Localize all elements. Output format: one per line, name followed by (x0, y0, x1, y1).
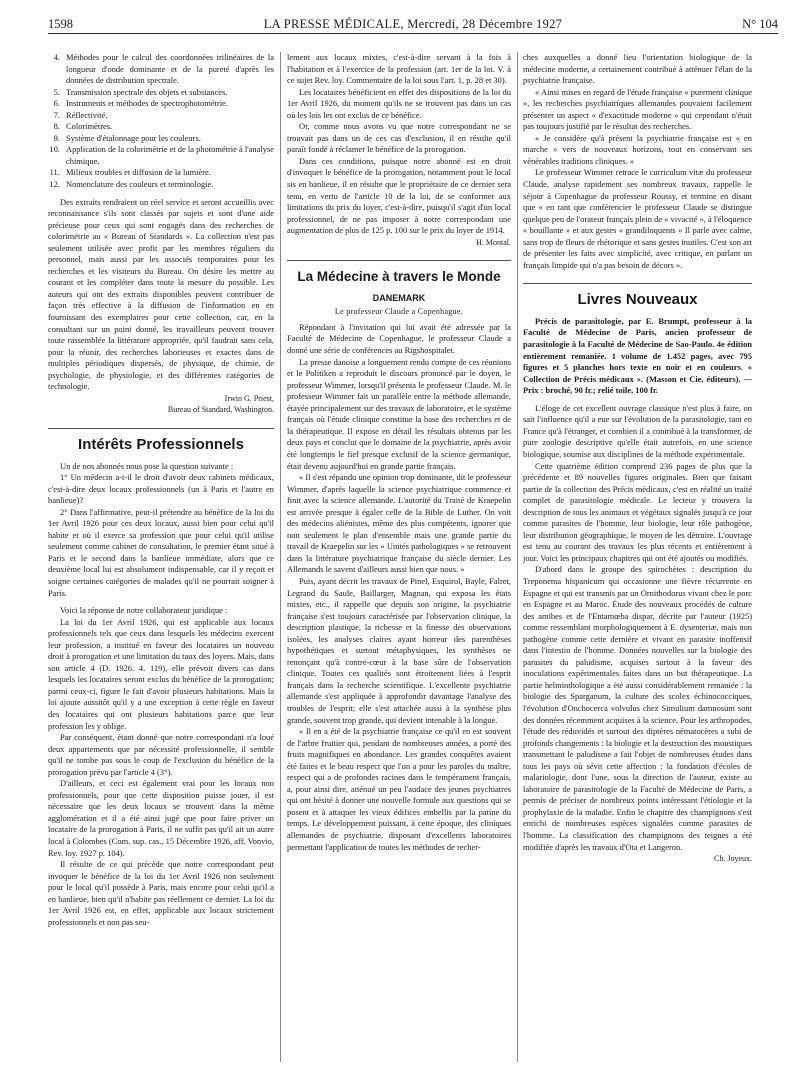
column-divider (280, 52, 281, 1062)
question: 1° Un médecin a-t-il le droit d'avoir deux cabinets médicaux, c'est-à-dire deux locaux professionnels (un à Paris et l'autre en banlieue)? (48, 472, 274, 506)
list-item: 5. Transmission spectrale des objets et substances. (62, 87, 274, 99)
paragraph: Voici la réponse de notre collaborateur juridique : (60, 605, 228, 616)
column-right (523, 52, 752, 1074)
list-item: 11. Milieux troubles et diffusion de la lumière. (62, 167, 274, 179)
signature-name: Irwin G. Priest, (224, 393, 274, 403)
paragraph: Cette quatrième édition comprend 236 pages de plus que la précédente et 89 nouvelles figures originales. Bien que faisant partie de la collection des Précis médicaux, c'est en réalité un traité complet de parasitologie médicale. Le lecteur y trouvera la description de tous les animaux et végétaux signalés jusqu'à ce jour comme parasites de l'homme, leur biologie, leur rôle pathogène, leur distribution géographique, le moyen de les détruire. L'ouvrage est tenu au courant des travaux les plus récents et entièrement à jour. Voici les principaux chapitres qui ont été ajoutés ou modifiés. (523, 460, 752, 563)
list-item: 8. Colorimètres. (62, 121, 274, 133)
paragraph: « Ainsi mises en regard de l'étude française « purement clinique », les recherches psychiatriques allemandes pouvaient facilement présenter un aspect « d'exactitude moderne » qui cependant n'était pas toujours justifié par le résultat des recherches. (523, 86, 752, 132)
signature: Ch. Joyeux. (714, 854, 752, 864)
running-header (48, 17, 778, 34)
list-item: 4. Méthodes pour le calcul des coordonnées trilinéaires de la longueur d'onde dominante et de la pureté d'après les données de distribution spectrale. (62, 52, 274, 87)
paragraph: Puis, ayant décrit les travaux de Pinel, Esquirol, Bayle, Falret, Legrand du Saule, Baillarger, Magnan, qui exposa les états mixtes, etc., il rappelle que depuis son origine, la psychiatrie française s'est toujours caractérisée par l'observation clinique, la description plastique, la richesse et la finesse des observations isolées, les analyses claires ayant horreur des parenthèses hypothétiques et surtout métaphysiques, les synthèses ne renonçant qu'à contre-cœur à la base sûre de l'observation clinique. Toutes ces qualités sont étroitement liées à l'esprit français dans la recherche scientifique. L'excellente psychiatrie allemande s'est appliquée à approfondir davantage l'analyse des troubles de l'esprit; elle s'est attachée aussi à la synthèse plus grande, souvent trop grande, qui devient intenable à la longue. (287, 575, 511, 725)
country-heading: DANEMARK (372, 292, 426, 303)
paragraph: lement aux locaux mixtes, c'est-à-dire servant à la fois à l'habitation et à l'exercice de la profession (art. 1er de la loi. V. à ce sujet Rev. loy. Commentaire de la loi sous l'art. 1, p. 28 et 30). (287, 52, 511, 86)
signature: H. Montal. (476, 237, 511, 247)
issue-number: N° 104 (742, 17, 778, 31)
paragraph: D'abord dans le groupe des spirochètes : description du Treponema hispanicum qui occasionne une fièvre récurrente en Espagne et qui est transmis par un Ornithodorus vivant chez le porc en Espagne et au Maroc. Étude des nouveaux procédés de culture des amibes et de l'Entamœba dispar, décrite par l'auteur (1925) comme ressemblant morphologiquement à E. dysenteriæ, mais non pathogène comme cette dernière et vivant en parasite inoffensif dans l'intestin de l'homme. Données nouvelles sur la biologie des parasites du paludisme, acquises surtout à la faveur des inoculations expérimentales faites dans un but thérapeutique. La partie helminthologique a été aussi considérablement remaniée : la biologie des Sparganum, la culture des scolex échinococciques, l'évolution d'Onchocerca volvulus chez Simulium damnosum sont des données récemment acquises à la science. Pour les arthropodes, l'étude des réduvidés et surtout des diptères nématocères a subi de profonds changements : la biologie et la destruction des moustiques transmettant le paludisme a fait l'objet de nombreuses études dans tous les pays où sévit cette affection : la fondation d'écoles de malariologie, dont l'une, sous la direction de l'auteur, existe au laboratoire de parasitologie de la Faculté de Médecine de Paris, a permis de préciser de nombreux points intéressant l'étiologie et la prophylaxie de la maladie. Enfin le chapitre des champignons s'est enrichi de nombreuses espèces signalées comme parasites de l'homme. La classification des champignons des teignes a été modifiée d'après les travaux d'Ota et Langeron. (523, 564, 752, 852)
paragraph: La loi du 1er Avril 1926, qui est applicable aux locaux professionnels tels que ceux dans lesquels les médecins exercent leur profession, a institué en faveur des locataires un nouveau droit à prorogation et une limitation du taux des loyers. Mais, dans son article 4 (D. 1926. 4. 119), elle prévoit divers cas dans lesquels les locataires seront exclus du bénéfice de la prorogation; parmi ceux-ci, figure le fait d'avoir plusieurs habitations. Mais la loi ajoute aussitôt qu'il y a une exception à cette règle en faveur des locataires qui ont plusieurs habitations parce que leur profession les y oblige. (48, 616, 274, 731)
paragraph: La presse danoise a longuement rendu compte de ces réunions et le Politiken a reproduit le discours prononcé par le doyen, le professeur Wimmer, lorsqu'il présenta le professeur Claude. M. le professeur Wimmer fait un parallèle entre la méthode allemande, étayée principalement sur des travaux de laboratoire, et le système français où l'étude clinique constitue la base des recherches et de la thérapeutique. Il expose en détail les résultats obtenus par les deux pays et conclut que le domaine de la psychiatrie, après avoir été longtemps le fief presque exclusif de la science germanique, était devenu aujourd'hui en grande partie français. (287, 356, 511, 471)
list-item: 6. Instruments et méthodes de spectrophotométrie. (62, 98, 274, 110)
book-reference: Précis de parasitologie, par E. Brumpt, professeur à la Faculté de Médecine de Paris, ancien professeur de parasitologie à la Faculté de Médecine de Sao-Paulo. 4e édition entièrement remaniée. 1 volume de 1.452 pages, avec 795 figures et 5 planches hors texte en noir et en couleurs. « Collection de Précis médicaux ». (Masson et Cie, éditeurs). — Prix : broché, 90 fr.; relié toile, 100 fr. (523, 315, 752, 396)
question: 2° Dans l'affirmative, peut-il prétendre au bénéfice de la loi du 1er Avril 1926 pour ces deux locaux, aussi bien pour celui qu'il habite et où il exerce sa profession que pour celui qu'il utilise seulement comme cabinet de consultation, le premier étant situé à Paris et le second dans la banlieue immédiate, alors que ce deuxième local lui est absolument indispensable, car il y reçoit et soigne certaines catégories de malades qu'il ne pourrait soigner à Paris. (48, 506, 274, 598)
article-subtitle: Le professeur Claude a Copenhague. (334, 307, 464, 317)
paragraph: « Il en a été de la psychiatrie française ce qu'il en est souvent de l'arbre fruitier qui, pendant de nombreuses années, a porté des fruits magnifiques en abondance. Les grandes conquêtes avaient été faites et le beau respect que l'on a pour les paroles du maître, respect qui a de profondes racines dans le tempérament français, a, pour ainsi dire, atténué un peu l'audace des jeunes psychiatres qui ont hésité à donner une nouvelle formule aux questions qui se posent et à attaquer les vieux édifices embellis par la patine du temps. Le développement puissant, à cette époque, des cliniques allemandes de psychiatrie, disposant d'excellents laboratoires permettant l'application de toutes les méthodes de recher- (287, 726, 511, 852)
list-item: 10. Application de la colorimétrie et de la photométrie à l'analyse chimique. (62, 144, 274, 167)
standards-list (48, 52, 274, 191)
paragraph: Or, comme nous avons vu que notre correspondant ne se trouvait pas dans un de ces cas d'exclusion, il en résulte qu'il paraît fondé à réclamer le bénéfice de la prorogation. (287, 121, 511, 155)
running-title: LA PRESSE MÉDICALE, Mercredi, 28 Décembre 1927 (263, 17, 563, 31)
column-left (48, 52, 274, 1074)
paragraph: « Il s'est répandu une opinion trop dominante, dit le professeur Wimmer, d'après laquelle la science psychiatrique commence et finit avec la science allemande. L'autorité du Traité de Kraepelin est arrivée presque à égaler celle de la Bible de Luther. On voit des médecins aliénistes, même des plus compétents, ignorer que non seulement le plan d'ensemble mais une grande partie du travail de Kraepelin sur les « Unités pathologiques » se retrouvent dans la littérature psychiatrique française du siècle dernier. Les Allemands le savent d'ailleurs aussi bien que nous. » (287, 472, 511, 575)
paragraph: L'éloge de cet excellent ouvrage classique n'est plus à faire, on sait l'influence qu'il a eue sur l'évolution de la parasitologie, tant en France qu'à l'étranger, et combien il a contribué à la transformer, de pure zoologie descriptive qu'elle était autrefois, en une science biologique, soumise aux disciplines de la méthode expérimentale. (523, 402, 752, 459)
paragraph: ches auxquelles a donné lieu l'orientation biologique de la médecine moderne, a certainement contribué à atténuer l'élan de la psychiatrie française. (523, 52, 752, 86)
paragraph: Les locataires bénéficient en effet des dispositions de la loi du 1er Avril 1926, du moment qu'ils ne se trouvent pas dans un cas où les lois les ont exclus de ce bénéfice. (287, 86, 511, 120)
paragraph: Dans ces conditions, puisque notre abonné est en droit d'invoquer le bénéfice de la prorogation, notamment pour le local sis en banlieue, il en résulte que le propriétaire de ce dernier sera tenu, en vertu de l'article 10 de la loi, de se conformer aux limitations du prix du loyer, c'est-à-dire, puisqu'il s'agit d'un local professionnel, de ne pas imposer à notre correspondant une augmentation de plus de 125 p. 100 sur le prix du loyer de 1914. (287, 155, 511, 236)
paragraph: « Je considère qu'à présent la psychiatrie française est « en marche » vers de nouveaux horizons, tout en conservant ses vénérables traditions cliniques. » (523, 132, 752, 166)
section-title: La Médecine à travers le Monde (287, 260, 511, 283)
column-divider (517, 52, 518, 1062)
list-item: 7. Réflectivité. (62, 110, 274, 122)
paragraph: Le professeur Wimmer retrace le curriculum vitæ du professeur Claude, analyse rapidement ses nombreux travaux, rappelle le séjour à Copenhague du professeur Roussy, et termine en disant que « en tant que conférencier le professeur Claude se distingue quelque peu de l'orateur français plein de « vivacité », à l'éloquence « bouillante » et aux gestes « grandiloquents » Il parle avec calme, sans trop de fleurs de rhétorique et sans gestes inutiles. C'est son art de présenter les faits avec simplicité, avec critique, en parlant un français limpide qui n'a pas besoin de décors ». (523, 167, 752, 270)
signature-affiliation: Bureau of Standard, Washington. (167, 405, 274, 415)
section-title: Intérêts Professionnels (48, 428, 274, 451)
paragraph: Par conséquent, étant donné que notre correspondant n'a loué deux appartements que par nécessité professionnelle, il semble qu'il ne tombe pas sous le coup de l'exclusion du bénéfice de la prorogation prévu par l'article 4 (3°). (48, 732, 274, 777)
section-title: Livres Nouveaux (523, 283, 752, 306)
page-number: 1598 (48, 17, 73, 31)
paragraph: Répondant à l'invitation qui lui avait été adressée par la Faculté de Médecine de Copenhague, le professeur Claude a donné une série de conférences au Rigshospitalet. (287, 321, 511, 356)
column-middle (287, 52, 511, 1074)
paragraph: Des extraits rendraient un réel service et seront accueillis avec reconnaissance s'ils sont classés par sujets et sont d'une aide précieuse pour ceux qui sont engagés dans des recherches de colorimétrie au « Bureau of Standards ». La collection n'est pas seulement utilisée avec profit par les membres réguliers du personnel, mais aussi par les associés temporaires pour les recherches et les visiteurs du Bureau. On désire les mettre au courant et les compléter dans toute la mesure du possible. Les auteurs qui ont des extraits disponibles peuvent contribuer de façon très effective à la diffusion de l'information en en fournissant des exemplaires pour cette collection, car, en la consultant sur un point donné, les travailleurs peuvent trouver toute rassemblée la littérature appropriée, qu'il faudrait sans cela, pour la réunir, des recherches laborieuses et exactes dans de multiples périodiques dispersés, de physique, de chimie, de psychologie, de physiologie, et des différentes catégories de technologie. (48, 196, 274, 392)
list-item: 9. Système d'étalonnage pour les couleurs. (62, 133, 274, 145)
paragraph: Il résulte de ce qui précède que notre correspondant peut invoquer le bénéfice de la loi du 1er Avril 1926 non seulement pour le local qu'il possède à Paris, mais encore pour celui qu'il a en banlieue, bien qu'il n'habite pas réellement ce dernier. La loi du 1er Avril 1926 est, en effet, applicable aux locaux strictement professionnels et non pas seu- (48, 859, 274, 927)
list-item: 12. Nomenclature des couleurs et terminologie. (62, 179, 274, 191)
paragraph: D'ailleurs, et ceci est également vrai pour les locaux non professionnels, pour que cette disposition puisse jouer, il est nécessaire que les deux locaux se trouvent dans la même agglomération et il a été ainsi jugé que pour faire priver un locataire de la prorogation à Paris, il ne suffit pas qu'il ait un autre local à Colombes (Com. sup. cas., 15 Décembre 1926, aff. Vonvio, Rev. loy. 1927 p. 104). (48, 778, 274, 858)
paragraph: Un de nos abonnés nous pose la question suivante : (60, 460, 234, 471)
